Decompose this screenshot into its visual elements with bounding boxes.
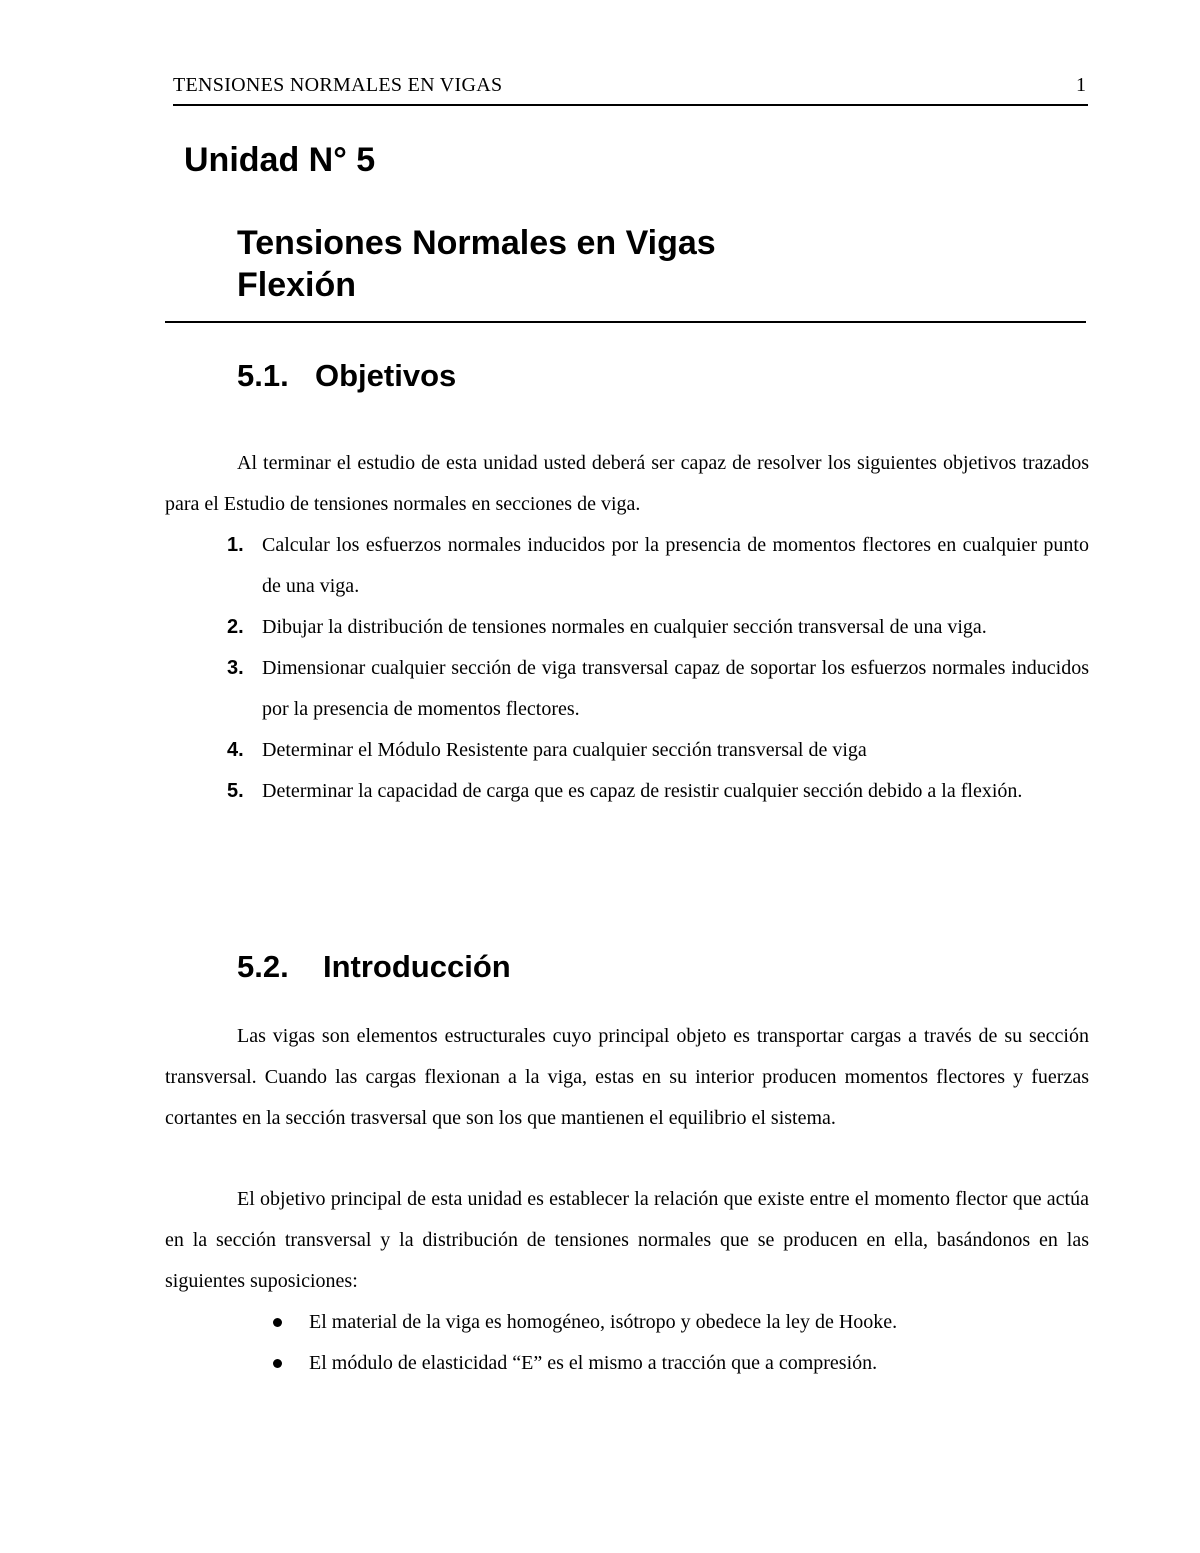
section-heading-introduccion bbox=[237, 947, 511, 987]
section-title: Introducción bbox=[323, 949, 511, 984]
list-item bbox=[0, 1343, 1200, 1384]
page-number: 1 bbox=[1076, 74, 1086, 96]
chapter-title-line-1: Tensiones Normales en Vigas bbox=[237, 224, 716, 262]
intro-paragraph-2: El objetivo principal de esta unidad es establecer la relación que existe entre el momento flector que actúa en la sección transversal y la distribución de tensiones normales que se producen en ella, basándonos en las siguientes suposiciones: bbox=[165, 1188, 1089, 1292]
bullet-icon bbox=[273, 1359, 282, 1368]
section-heading-objetivos bbox=[237, 356, 456, 396]
title-divider bbox=[165, 321, 1086, 323]
section-number: 5.1. bbox=[237, 358, 289, 393]
unit-heading: Unidad N° 5 bbox=[184, 141, 376, 179]
list-item-text: Calcular los esfuerzos normales inducidos por la presencia de momentos flectores en cualquier punto de una viga. bbox=[262, 534, 1089, 597]
list-item-text: Dimensionar cualquier sección de viga transversal capaz de soportar los esfuerzos normales inducidos por la presencia de momentos flectores. bbox=[262, 657, 1089, 720]
chapter-title-line-2: Flexión bbox=[237, 266, 357, 304]
list-item bbox=[0, 730, 1200, 771]
list-item-number: 4. bbox=[227, 739, 244, 761]
objectives-list bbox=[0, 525, 1200, 812]
list-item bbox=[0, 1302, 1200, 1343]
section-number: 5.2. bbox=[237, 949, 289, 984]
list-item-text: Determinar la capacidad de carga que es capaz de resistir cualquier sección debido a la flexión. bbox=[262, 780, 1023, 802]
list-item bbox=[0, 648, 1200, 730]
list-item-number: 1. bbox=[227, 534, 244, 556]
list-item-text: El módulo de elasticidad “E” es el mismo a tracción que a compresión. bbox=[309, 1352, 878, 1374]
list-item bbox=[0, 771, 1200, 812]
section-title: Objetivos bbox=[315, 358, 457, 393]
bullet-icon bbox=[273, 1318, 282, 1327]
list-item bbox=[0, 525, 1200, 607]
intro-paragraph-1: Las vigas son elementos estructurales cuyo principal objeto es transportar cargas a través de su sección transversal. Cuando las cargas flexionan a la viga, estas en su interior producen momentos flectores y fuerzas cortantes en la sección trasversal que son los que mantienen el equilibrio el sistema. bbox=[165, 1025, 1089, 1129]
list-item-number: 2. bbox=[227, 616, 244, 638]
list-item-text: El material de la viga es homogéneo, isótropo y obedece la ley de Hooke. bbox=[309, 1311, 898, 1333]
assumptions-list bbox=[0, 1302, 1200, 1384]
list-item bbox=[0, 607, 1200, 648]
list-item-number: 5. bbox=[227, 780, 244, 802]
running-header-title: TENSIONES NORMALES EN VIGAS bbox=[173, 74, 503, 96]
running-header bbox=[173, 72, 1088, 106]
list-item-text: Dibujar la distribución de tensiones normales en cualquier sección transversal de una viga. bbox=[262, 616, 987, 638]
objectives-intro-paragraph: Al terminar el estudio de esta unidad usted deberá ser capaz de resolver los siguientes objetivos trazados para el Estudio de tensiones normales en secciones de viga. bbox=[165, 452, 1089, 515]
chapter-title bbox=[237, 222, 716, 306]
list-item-number: 3. bbox=[227, 657, 244, 679]
list-item-text: Determinar el Módulo Resistente para cualquier sección transversal de viga bbox=[262, 739, 867, 761]
